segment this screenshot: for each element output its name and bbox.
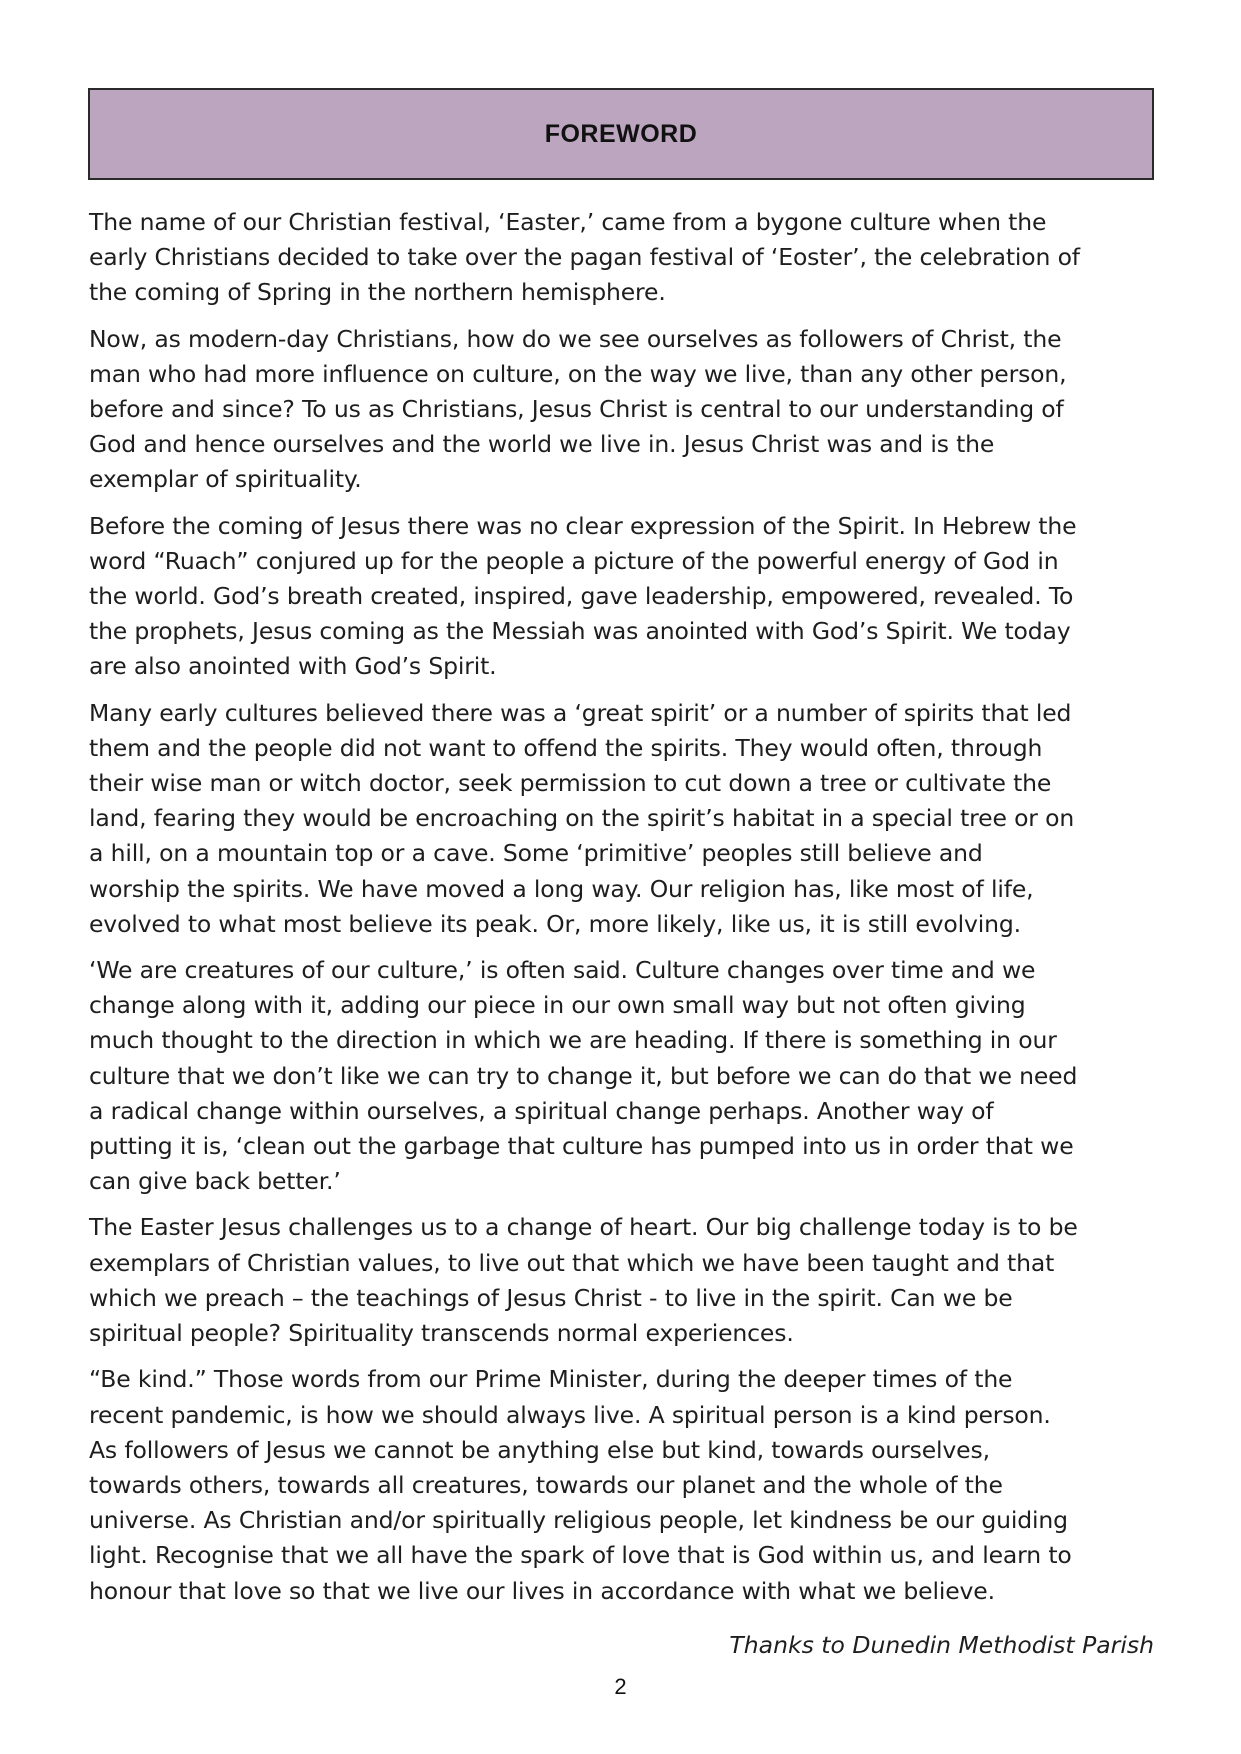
text-line: before and since? To us as Christians, Jesus Christ is central to our understanding of bbox=[89, 395, 1064, 424]
text-line: God and hence ourselves and the world we live in. Jesus Christ was and is the bbox=[89, 430, 995, 459]
attribution: Thanks to Dunedin Methodist Parish bbox=[729, 1631, 1154, 1659]
text-line: change along with it, adding our piece in our own small way but not often giving bbox=[89, 991, 1026, 1020]
text-line: a hill, on a mountain top or a cave. Some ‘primitive’ peoples still believe and bbox=[89, 839, 983, 868]
text-line: As followers of Jesus we cannot be anything else but kind, towards ourselves, bbox=[89, 1435, 990, 1464]
title-banner bbox=[88, 88, 1154, 180]
text-line: culture that we don’t like we can try to change it, but before we can do that we need bbox=[89, 1061, 1078, 1090]
text-line: evolved to what most believe its peak. Or, more likely, like us, it is still evolving. bbox=[89, 909, 1021, 938]
text-line: can give back better.’ bbox=[89, 1167, 341, 1196]
paragraph-4 bbox=[89, 696, 1157, 942]
text-line: honour that love so that we live our lives in accordance with what we believe. bbox=[89, 1576, 995, 1605]
text-line: “Be kind.” Those words from our Prime Minister, during the deeper times of the bbox=[89, 1365, 1013, 1394]
text-line: Many early cultures believed there was a ‘great spirit’ or a number of spirits that led bbox=[89, 698, 1072, 727]
text-line: The name of our Christian festival, ‘Easter,’ came from a bygone culture when the bbox=[89, 208, 1047, 236]
text-line: the coming of Spring in the northern hemisphere. bbox=[89, 278, 666, 307]
text-line: which we preach – the teachings of Jesus Christ - to live in the spirit. Can we be bbox=[89, 1283, 1013, 1312]
text-line: towards others, towards all creatures, towards our planet and the whole of the bbox=[89, 1470, 1003, 1499]
paragraph-6 bbox=[89, 1210, 1157, 1351]
text-line: light. Recognise that we all have the spark of love that is God within us, and learn to bbox=[89, 1541, 1072, 1570]
paragraph-7 bbox=[89, 1362, 1157, 1608]
paragraph-3 bbox=[89, 509, 1157, 685]
paragraph-1 bbox=[89, 205, 1157, 311]
text-line: the world. God’s breath created, inspired, gave leadership, empowered, revealed. To bbox=[89, 582, 1074, 611]
text-line: are also anointed with God’s Spirit. bbox=[89, 652, 497, 681]
text-line: their wise man or witch doctor, seek permission to cut down a tree or cultivate the bbox=[89, 769, 1052, 798]
page-title: FOREWORD bbox=[544, 119, 698, 148]
paragraph-2 bbox=[89, 322, 1157, 498]
text-line: Now, as modern-day Christians, how do we see ourselves as followers of Christ, the bbox=[89, 324, 1062, 353]
text-line: man who had more influence on culture, on the way we live, than any other person, bbox=[89, 359, 1067, 388]
text-line: land, fearing they would be encroaching on the spirit’s habitat in a special tree or on bbox=[89, 804, 1075, 833]
text-line: recent pandemic, is how we should always live. A spiritual person is a kind person. bbox=[89, 1400, 1051, 1429]
page-number: 2 bbox=[614, 1674, 627, 1699]
text-line: a radical change within ourselves, a spiritual change perhaps. Another way of bbox=[89, 1096, 994, 1125]
paragraph-5 bbox=[89, 953, 1157, 1199]
text-line: early Christians decided to take over the pagan festival of ‘Eoster’, the celebration of bbox=[89, 243, 1080, 272]
text-line: exemplars of Christian values, to live out that which we have been taught and that bbox=[89, 1248, 1055, 1277]
text-line: exemplar of spirituality. bbox=[89, 465, 362, 494]
foreword-body bbox=[89, 205, 1157, 1620]
text-line: word “Ruach” conjured up for the people a picture of the powerful energy of God in bbox=[89, 546, 1059, 575]
text-line: Before the coming of Jesus there was no clear expression of the Spirit. In Hebrew the bbox=[89, 511, 1077, 540]
text-line: much thought to the direction in which we are heading. If there is something in our bbox=[89, 1026, 1057, 1055]
text-line: The Easter Jesus challenges us to a change of heart. Our big challenge today is to be bbox=[89, 1213, 1078, 1242]
text-line: worship the spirits. We have moved a long way. Our religion has, like most of life, bbox=[89, 874, 1034, 903]
text-line: putting it is, ‘clean out the garbage that culture has pumped into us in order that we bbox=[89, 1132, 1074, 1161]
text-line: them and the people did not want to offend the spirits. They would often, through bbox=[89, 733, 1043, 762]
text-line: universe. As Christian and/or spiritually religious people, let kindness be our guiding bbox=[89, 1506, 1068, 1535]
text-line: the prophets, Jesus coming as the Messiah was anointed with God’s Spirit. We today bbox=[89, 617, 1071, 646]
text-line: spiritual people? Spirituality transcends normal experiences. bbox=[89, 1319, 794, 1348]
text-line: ‘We are creatures of our culture,’ is often said. Culture changes over time and we bbox=[89, 956, 1036, 985]
